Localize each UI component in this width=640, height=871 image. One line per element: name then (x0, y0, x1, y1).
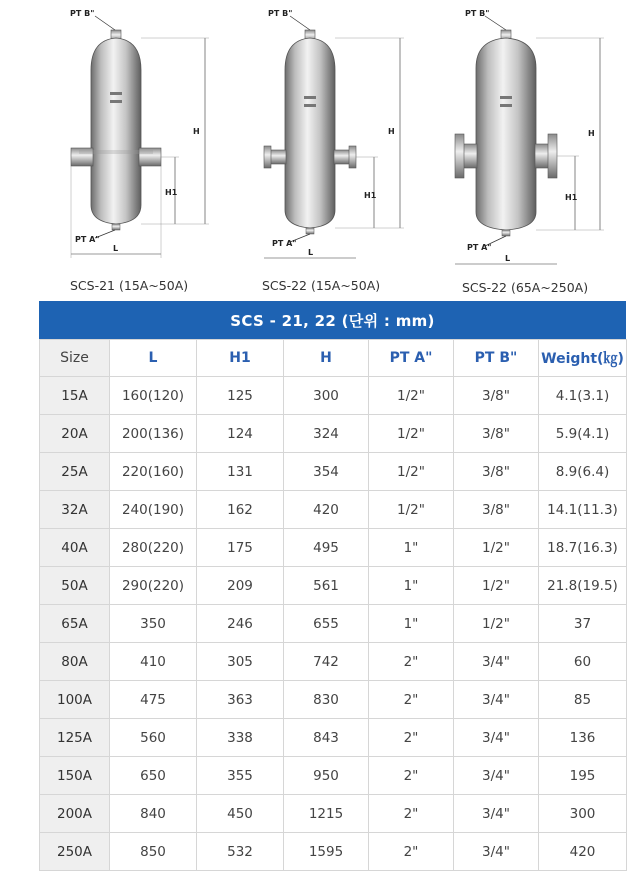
cell-h1: 124 (197, 415, 284, 453)
cell-l: 410 (110, 643, 197, 681)
cell-h1: 246 (197, 605, 284, 643)
cell-h: 561 (284, 567, 369, 605)
cell-pt-a: 1" (369, 529, 454, 567)
cell-weight: 5.9(4.1) (539, 415, 627, 453)
cell-weight: 300 (539, 795, 627, 833)
cell-pt-a: 2" (369, 681, 454, 719)
table-row (40, 415, 627, 453)
table-row (40, 377, 627, 415)
cell-pt-b: 3/4" (454, 795, 539, 833)
cell-pt-b: 3/8" (454, 453, 539, 491)
cell-pt-a: 2" (369, 719, 454, 757)
cell-l: 840 (110, 795, 197, 833)
cell-size: 50A (40, 567, 110, 605)
cell-size: 125A (40, 719, 110, 757)
cell-weight: 136 (539, 719, 627, 757)
cell-pt-b: 3/4" (454, 719, 539, 757)
label-pt-a: PT A" (272, 239, 297, 248)
table-row (40, 605, 627, 643)
cell-size: 40A (40, 529, 110, 567)
cell-weight: 18.7(16.3) (539, 529, 627, 567)
cell-pt-a: 1/2" (369, 415, 454, 453)
figure-scs22-small (250, 0, 420, 270)
cell-h1: 363 (197, 681, 284, 719)
cell-h: 1595 (284, 833, 369, 871)
col-header-pt-a: PT A" (369, 340, 454, 377)
cell-size: 32A (40, 491, 110, 529)
cell-pt-a: 1" (369, 605, 454, 643)
cell-pt-a: 1/2" (369, 377, 454, 415)
vessel-drawing-scs22-small (250, 0, 420, 270)
cell-weight: 195 (539, 757, 627, 795)
cell-size: 250A (40, 833, 110, 871)
cell-l: 220(160) (110, 453, 197, 491)
figure-caption-scs21: SCS-21 (15A~50A) (70, 278, 189, 293)
cell-h1: 305 (197, 643, 284, 681)
cell-size: 65A (40, 605, 110, 643)
cell-h1: 131 (197, 453, 284, 491)
cell-weight: 8.9(6.4) (539, 453, 627, 491)
cell-h: 420 (284, 491, 369, 529)
label-h1: H1 (364, 191, 377, 200)
cell-pt-b: 3/8" (454, 415, 539, 453)
cell-pt-a: 1/2" (369, 453, 454, 491)
cell-l: 350 (110, 605, 197, 643)
figure-caption-scs22-large: SCS-22 (65A~250A) (462, 280, 589, 295)
cell-pt-b: 3/4" (454, 643, 539, 681)
cell-h: 830 (284, 681, 369, 719)
table-row (40, 681, 627, 719)
cell-weight: 85 (539, 681, 627, 719)
spec-table (39, 339, 627, 871)
cell-weight: 37 (539, 605, 627, 643)
cell-l: 160(120) (110, 377, 197, 415)
label-pt-b: PT B" (70, 9, 95, 18)
label-l: L (505, 254, 511, 263)
cell-weight: 21.8(19.5) (539, 567, 627, 605)
cell-h: 354 (284, 453, 369, 491)
table-row (40, 795, 627, 833)
table-row (40, 453, 627, 491)
figure-caption-scs22-small: SCS-22 (15A~50A) (262, 278, 381, 293)
cell-h1: 450 (197, 795, 284, 833)
table-row (40, 643, 627, 681)
label-pt-b: PT B" (465, 9, 490, 18)
label-h: H (388, 127, 395, 136)
cell-pt-a: 2" (369, 757, 454, 795)
cell-weight: 60 (539, 643, 627, 681)
table-row (40, 757, 627, 795)
cell-pt-a: 1/2" (369, 491, 454, 529)
cell-h1: 532 (197, 833, 284, 871)
cell-l: 240(190) (110, 491, 197, 529)
cell-l: 850 (110, 833, 197, 871)
cell-h1: 162 (197, 491, 284, 529)
col-header-size: Size (40, 340, 110, 377)
cell-l: 475 (110, 681, 197, 719)
cell-h1: 175 (197, 529, 284, 567)
cell-weight: 420 (539, 833, 627, 871)
col-header-h: H (284, 340, 369, 377)
table-row (40, 719, 627, 757)
cell-pt-b: 1/2" (454, 529, 539, 567)
cell-l: 280(220) (110, 529, 197, 567)
cell-weight: 4.1(3.1) (539, 377, 627, 415)
cell-pt-b: 1/2" (454, 567, 539, 605)
cell-h: 655 (284, 605, 369, 643)
table-row (40, 491, 627, 529)
cell-l: 200(136) (110, 415, 197, 453)
cell-size: 100A (40, 681, 110, 719)
cell-size: 150A (40, 757, 110, 795)
cell-h1: 209 (197, 567, 284, 605)
figure-scs21 (55, 0, 225, 270)
cell-pt-b: 3/4" (454, 757, 539, 795)
cell-pt-a: 2" (369, 833, 454, 871)
cell-pt-b: 3/4" (454, 681, 539, 719)
cell-h1: 355 (197, 757, 284, 795)
cell-h: 950 (284, 757, 369, 795)
cell-pt-a: 1" (369, 567, 454, 605)
col-header-h1: H1 (197, 340, 284, 377)
label-h1: H1 (165, 188, 178, 197)
cell-l: 560 (110, 719, 197, 757)
cell-size: 15A (40, 377, 110, 415)
figure-scs22-large (445, 0, 620, 275)
label-l: L (308, 248, 314, 257)
cell-size: 200A (40, 795, 110, 833)
cell-pt-b: 3/4" (454, 833, 539, 871)
cell-size: 25A (40, 453, 110, 491)
col-header-weight: Weight(㎏) (539, 340, 627, 377)
cell-pt-b: 1/2" (454, 605, 539, 643)
cell-size: 20A (40, 415, 110, 453)
cell-h: 742 (284, 643, 369, 681)
cell-pt-b: 3/8" (454, 491, 539, 529)
col-header-pt-b: PT B" (454, 340, 539, 377)
table-row (40, 833, 627, 871)
cell-pt-a: 2" (369, 643, 454, 681)
table-title-banner: SCS - 21, 22 (단위 : mm) (39, 301, 626, 339)
cell-pt-a: 2" (369, 795, 454, 833)
label-h1: H1 (565, 193, 578, 202)
label-h: H (193, 127, 200, 136)
label-pt-a: PT A" (467, 243, 492, 252)
col-header-l: L (110, 340, 197, 377)
label-pt-b: PT B" (268, 9, 293, 18)
cell-h: 1215 (284, 795, 369, 833)
cell-h: 495 (284, 529, 369, 567)
cell-h1: 125 (197, 377, 284, 415)
label-h: H (588, 129, 595, 138)
vessel-drawing-scs22-large (445, 0, 620, 275)
table-header-row (40, 340, 627, 377)
cell-l: 290(220) (110, 567, 197, 605)
label-l: L (113, 244, 119, 253)
cell-size: 80A (40, 643, 110, 681)
cell-l: 650 (110, 757, 197, 795)
cell-h1: 338 (197, 719, 284, 757)
cell-h: 843 (284, 719, 369, 757)
cell-weight: 14.1(11.3) (539, 491, 627, 529)
cell-h: 324 (284, 415, 369, 453)
cell-pt-b: 3/8" (454, 377, 539, 415)
vessel-drawing-scs21 (55, 0, 225, 270)
table-row (40, 529, 627, 567)
cell-h: 300 (284, 377, 369, 415)
label-pt-a: PT A" (75, 235, 100, 244)
table-row (40, 567, 627, 605)
